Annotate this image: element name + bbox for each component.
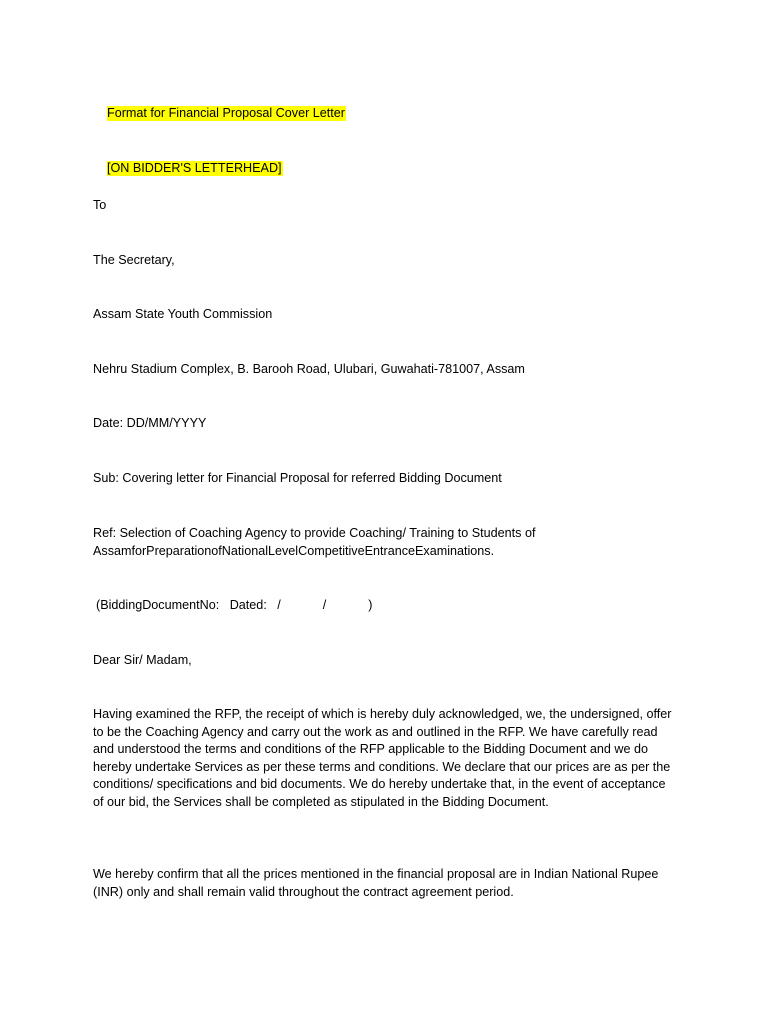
to-line: To	[93, 198, 107, 212]
letterhead-placeholder	[93, 141, 283, 195]
reference-line-2: AssamforPreparationofNationalLevelCompetitiveEntranceExaminations.	[93, 544, 495, 558]
document-heading	[93, 86, 346, 140]
reference-line-1: Ref: Selection of Coaching Agency to provide Coaching/ Training to Students of	[93, 526, 536, 540]
recipient-title: The Secretary,	[93, 253, 175, 267]
letterhead-highlight: [ON BIDDER'S LETTERHEAD]	[107, 161, 282, 175]
body-paragraph-1: Having examined the RFP, the receipt of which is hereby duly acknowledged, we, the undersigned, offer to be the Coaching Agency and carry out the work as and outlined in the RFP. We have carefully read and understood the terms and conditions of the RFP applicable to the Bidding Document and we do hereby undertake Services as per these terms and conditions. We declare that our prices are as per the conditions/ specifications and bid documents. We do hereby undertake that, in the event of acceptance of our bid, the Services shall be completed as stipulated in the Bidding Document.	[93, 707, 672, 809]
subject-line: Sub: Covering letter for Financial Proposal for referred Bidding Document	[93, 471, 502, 485]
reference-block	[93, 524, 693, 560]
organization-name: Assam State Youth Commission	[93, 307, 273, 321]
heading-highlight: Format for Financial Proposal Cover Letter	[107, 106, 345, 120]
salutation: Dear Sir/ Madam,	[93, 653, 192, 667]
bidding-document-line: (BiddingDocumentNo: Dated: / / )	[96, 598, 373, 612]
organization-address: Nehru Stadium Complex, B. Barooh Road, Ulubari, Guwahati-781007, Assam	[93, 362, 525, 376]
date-line: Date: DD/MM/YYYY	[93, 416, 207, 430]
body-paragraph-2: We hereby confirm that all the prices mentioned in the financial proposal are in Indian National Rupee (INR) only and shall remain valid throughout the contract agreement period.	[93, 867, 659, 899]
